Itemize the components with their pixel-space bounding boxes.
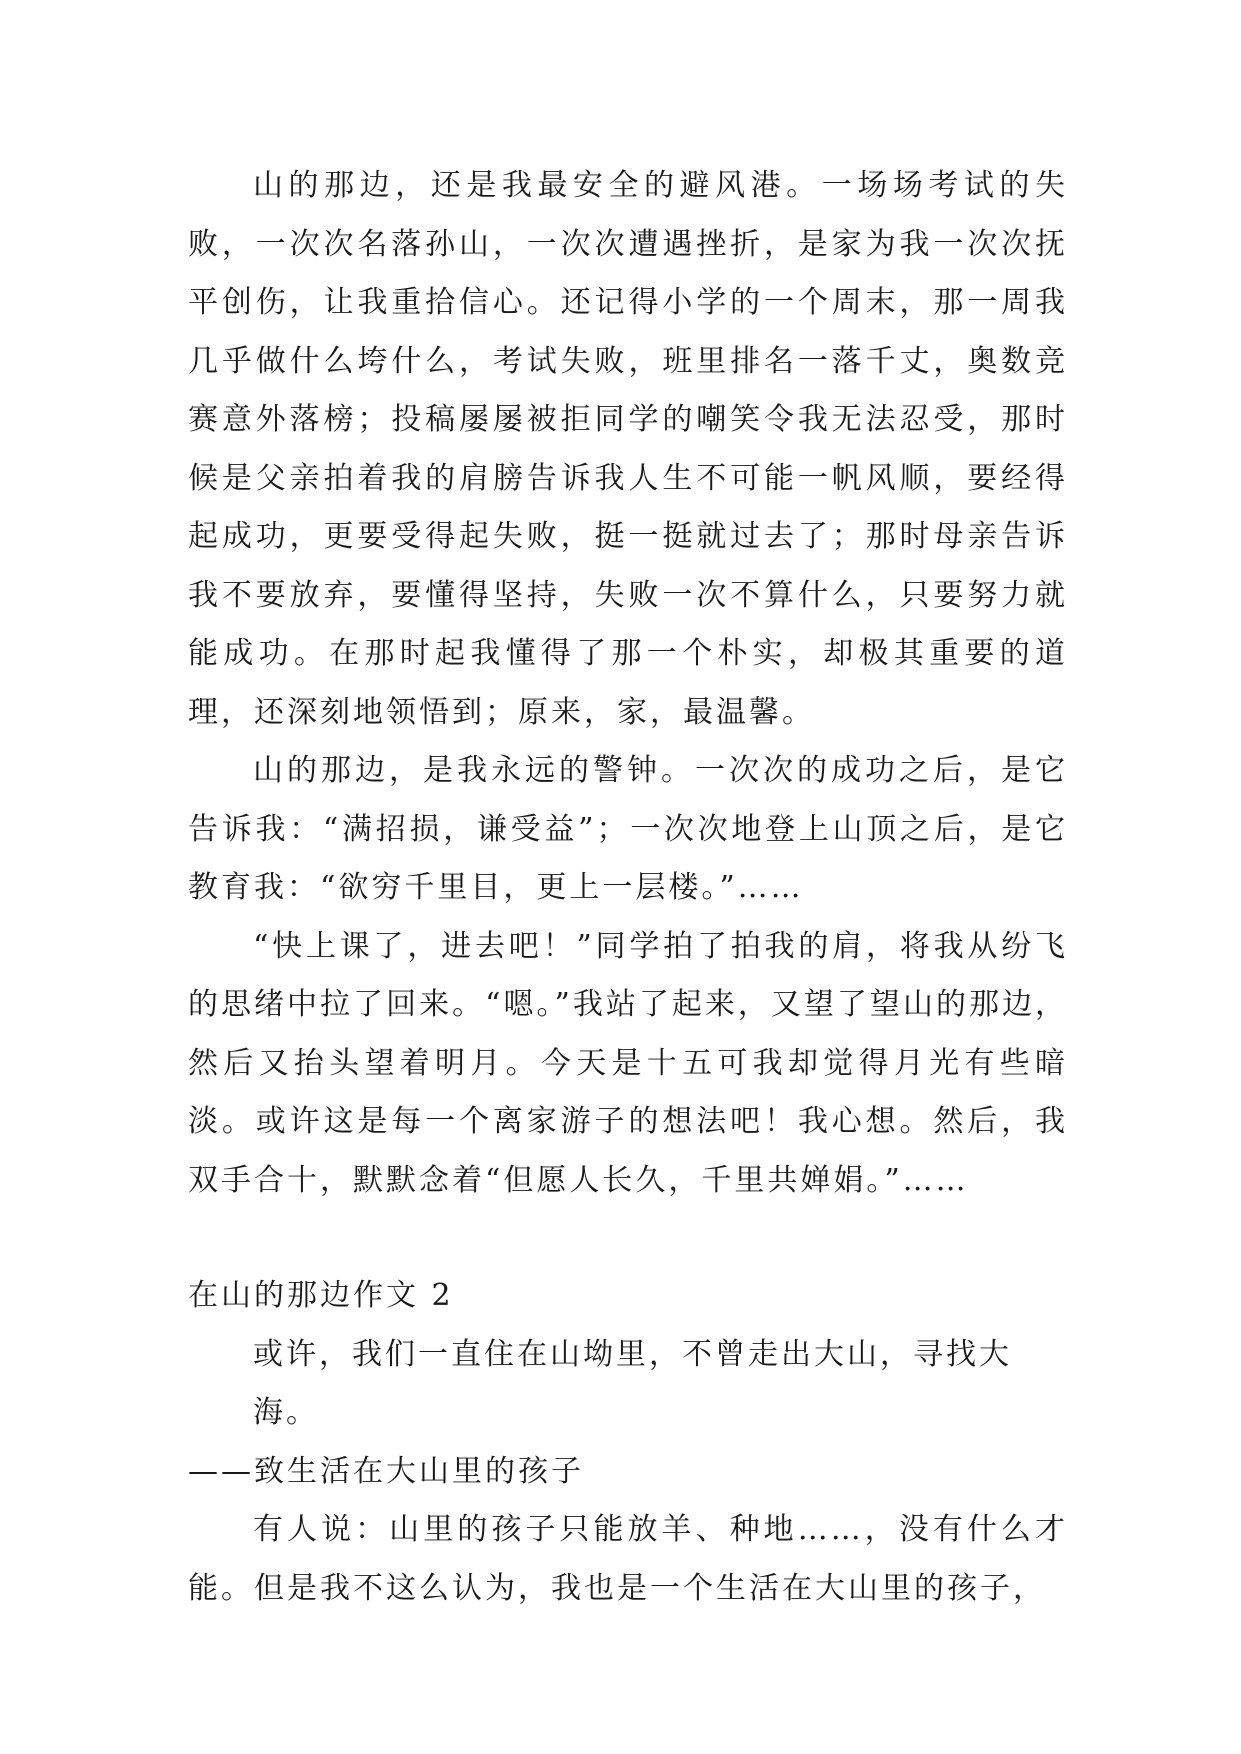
paragraph-moonlight: “快上课了，进去吧！”同学拍了拍我的肩，将我从纷飞的思绪中拉了回来。“嗯。”我站了起来，又望了望山的那边，然后又抬头望着明月。今天是十五可我却觉得月光有些暗淡。或许这是每一个离家游子的想法吧！我心想。然后，我双手合十，默默念着“但愿人长久，千里共婵娟。”…… <box>188 928 1068 1198</box>
paragraph-alarm-bell: 山的那边，是我永远的警钟。一次次的成功之后，是它告诉我：“满招损，谦受益”；一次次地登上山顶之后，是它教育我：“欲穷千里目，更上一层楼。”…… <box>188 753 1068 905</box>
section-title: 在山的那边作文 2 <box>188 1278 454 1313</box>
epigraph-line: 或许，我们一直住在山坳里，不曾走出大山，寻找大海。 <box>253 1336 1012 1430</box>
paragraph-mountain-child: 有人说：山里的孩子只能放羊、种地……，没有什么才能。但是我不这么认为，我也是一个生活在大山里的孩子， <box>188 1512 1068 1606</box>
epigraph-dedication: ——致生活在大山里的孩子 <box>188 1453 584 1489</box>
document-body <box>188 157 1068 1618</box>
paragraph-safe-harbor: 山的那边，还是我最安全的避风港。一场场考试的失败，一次次名落孙山，一次次遭遇挫折，是家为我一次次抚平创伤，让我重拾信心。还记得小学的一个周末，那一周我几乎做什么垮什么，考试失败，班里排名一落千丈，奥数竞赛意外落榜；投稿屡屡被拒同学的嘲笑令我无法忍受，那时候是父亲拍着我的肩膀告诉我人生不可能一帆风顺，要经得起成功，更要受得起失败，挺一挺就过去了；那时母亲告诉我不要放弃，要懂得坚持，失败一次不算什么，只要努力就能成功。在那时起我懂得了那一个朴实，却极其重要的道理，还深刻地领悟到；原来，家，最温馨。 <box>188 168 1068 730</box>
